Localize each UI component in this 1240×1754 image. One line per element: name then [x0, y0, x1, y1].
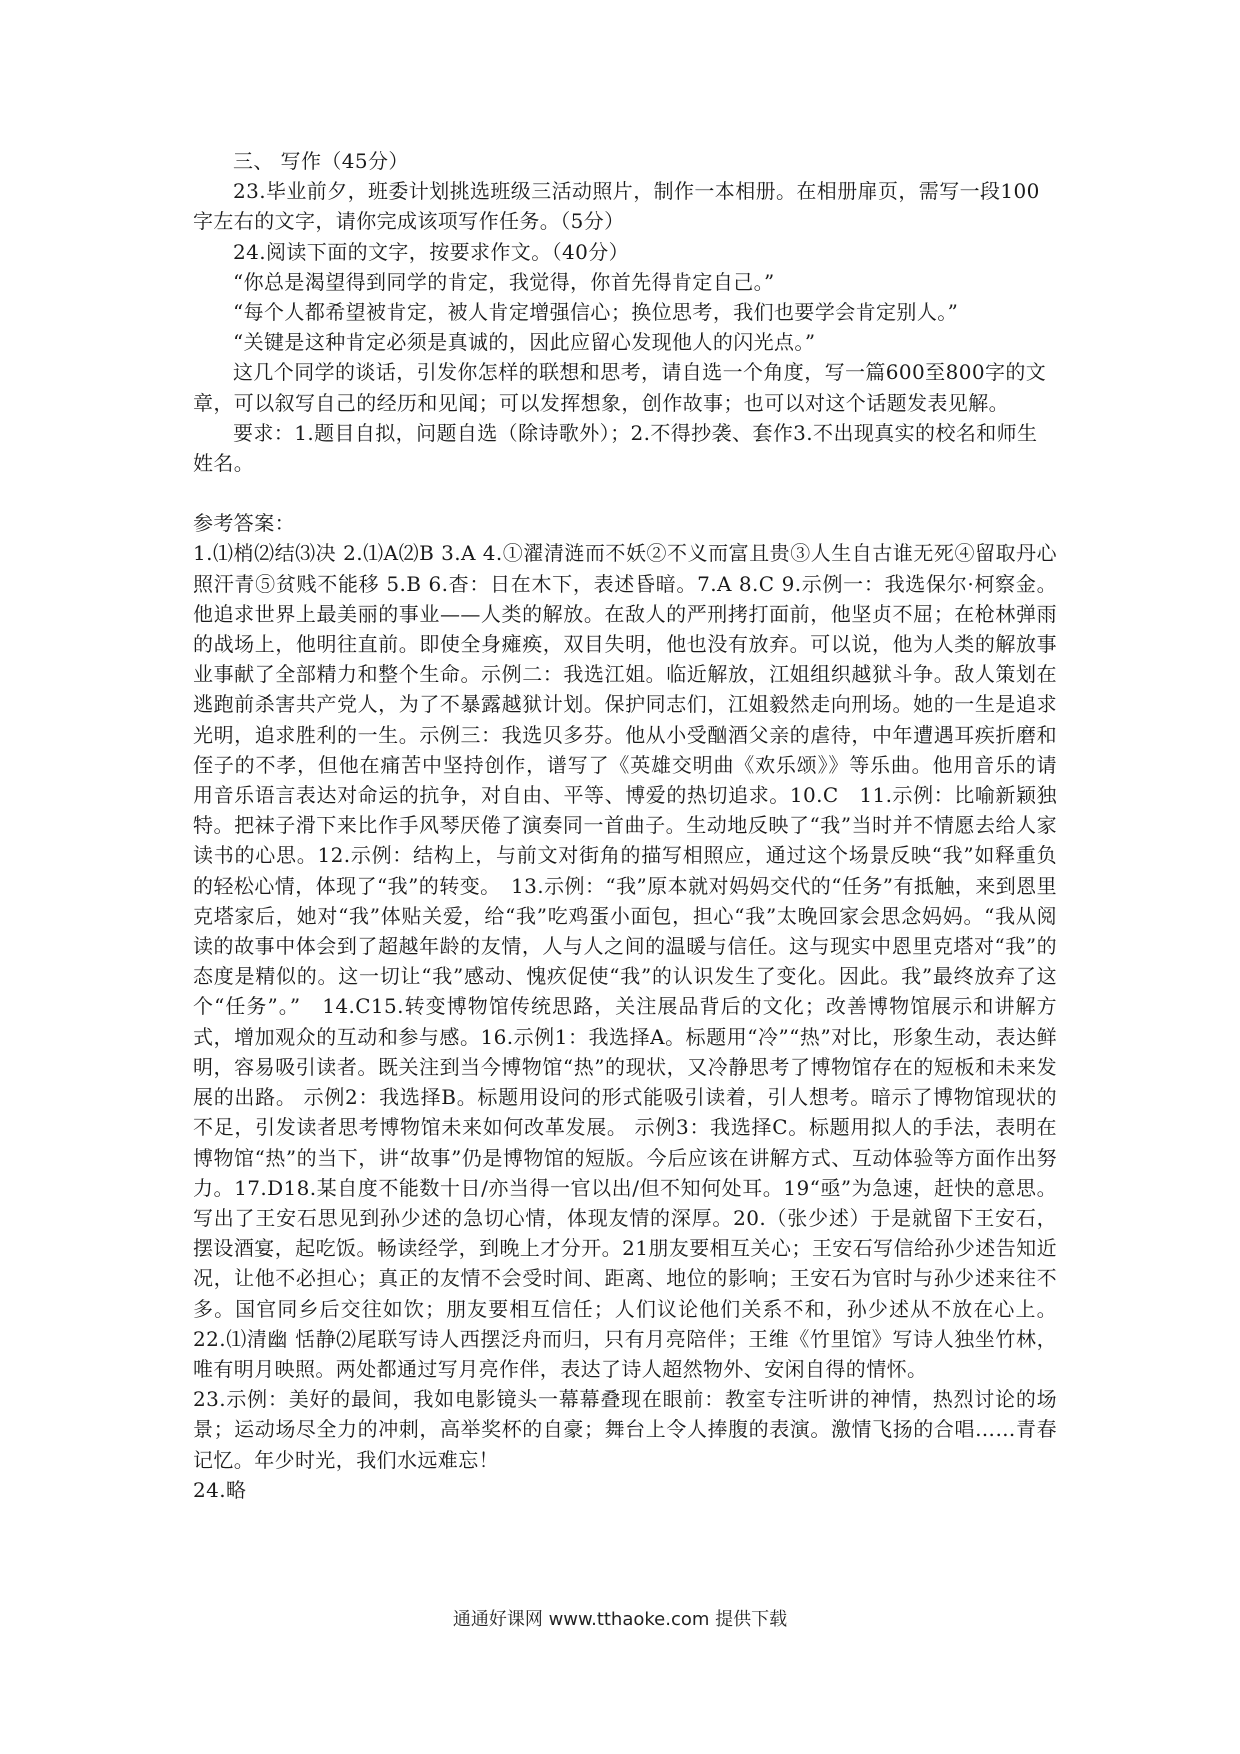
answer-24: 24.略 — [193, 1477, 247, 1502]
answer-23: 23.示例：美好的最间，我如电影镜头一幕幕叠现在眼前：教室专注听讲的神情，热烈讨论的场景；运动场尽全力的冲刺，高举奖杯的自豪；舞台上令人捧腹的表演。激情飞扬的合唱……青春记忆。年少时光，我们水远难忘！ — [193, 1387, 1057, 1472]
quote-3: “关键是这种肯定必须是真诚的，因此应留心发现他人的闪光点。” — [233, 330, 816, 355]
answer-key — [193, 508, 1057, 1505]
question-24: 24.阅读下面的文字，按要求作文。（40分） — [233, 239, 630, 264]
essay-requirements: 要求：1.题目自拟，问题自选（除诗歌外）；2.不得抄袭、套作3.不出现真实的校名和师生姓名。 — [193, 420, 1038, 476]
quote-2: “每个人都希望被肯定，被人肯定增强信心；换位思考，我们也要学会肯定别人。” — [233, 300, 959, 325]
quote-1: “你总是渴望得到同学的肯定，我觉得，你首先得肯定自己。” — [233, 269, 775, 294]
answer-key-heading: 参考答案： — [193, 511, 295, 536]
question-23: 23.毕业前夕，班委计划挑选班级三活动照片，制作一本相册。在相册扉页，需写一段100字左右的文字，请你完成该项写作任务。（5分） — [193, 179, 1040, 234]
answer-key-text: 1.⑴梢⑵结⑶决 2.⑴A⑵B 3.A 4.①濯清涟而不妖②不义而富且贵③人生自古谁无死④留取丹心照汗青⑤贫贱不能移 5.B 6.杳：日在木下，表述昏暗。7.A 8.C 9.示例一：我选保尔·柯察金。他追求世界上最美丽的事业——人类的解放。在敌人的严刑拷打面前，他坚贞不屈；在枪林弹雨的战场上，他明往直前。即使全身瘫痪，双目失明，他也没有放弃。可以说，他为人类的解放事业事献了全部精力和整个生命。示例二：我选江姐。临近解放，江姐组织越狱斗争。敌人策划在逃跑前杀害共产党人，为了不暴露越狱计划。保护同志们，江姐毅然走向刑场。她的一生是追求光明，追求胜利的一生。示例三：我选贝多芬。他从小受酗酒父亲的虐待，中年遭遇耳疾折磨和侄子的不孝，但他在痛苦中坚持创作，谱写了《英雄交明曲《欢乐颂》》等乐曲。他用音乐的请用音乐语言表达对命运的抗争，对自由、平等、博爱的热切追求。10.C 11.示例：比喻新颖独特。把袜子滑下来比作手风琴厌倦了演奏同一首曲子。生动地反映了“我”当时并不情愿去给人家读书的心思。12.示例：结构上，与前文对街角的描写相照应，通过这个场景反映“我”如释重负的轻松心情，体现了“我”的转变。 13.示例：“我”原本就对妈妈交代的“任务”有抵触，来到恩里克塔家后，她对“我”体贴关爱，给“我”吃鸡蛋小面包，担心“我”太晚回家会思念妈妈。“我从阅读的故事中体会到了超越年龄的友情，人与人之间的温暖与信任。这与现实中恩里克塔对“我”的态度是精似的。这一切让“我”感动、愧疚促使“我”的认识发生了变化。因此。我”最终放弃了这个“任务”。” 14.C15.转变博物馆传统思路，关注展品背后的文化；改善博物馆展示和讲解方式，增加观众的互动和参与感。16.示例1：我选择A。标题用“冷”“热”对比，形象生动，表达鲜明，容易吸引读者。既关注到当今博物馆“热”的现状，又冷静思考了博物馆存在的短板和未来发展的出路。 示例2：我选择B。标题用设问的形式能吸引读着，引人想考。暗示了博物馆现状的不足，引发读者思考博物馆未来如何改革发展。 示例3：我选择C。标题用拟人的手法，表明在博物馆“热”的当下，讲“故事”仍是博物馆的短版。今后应该在讲解方式、互动体验等方面作出努力。17.D18.某自度不能数十日/亦当得一官以出/但不知何处耳。19“亟”为急速，赶快的意思。写出了王安石思见到孙少述的急切心情，体现友情的深厚。20.（张少述）于是就留下王安石，摆设酒宴，起吃饭。畅读经学，到晚上才分开。21朋友要相互关心；王安石写信给孙少述告知近况，让他不必担心；真正的友情不会受时间、距离、地位的影响；王安石为官时与孙少述来往不多。国官同乡后交往如饮；朋友要相互信任；人们议论他们关系不和，孙少述从不放在心上。22.⑴清幽 恬静⑵尾联写诗人西摆泛舟而归，只有月亮陪伴；王维《竹里馆》写诗人独坐竹林，唯有明月映照。两处都通过写月亮作伴，表达了诗人超然物外、安闲自得的情怀。 — [193, 541, 1057, 1381]
writing-section-heading: 三、 写作（45分） — [233, 149, 409, 173]
essay-prompt: 这几个同学的谈话，引发你怎样的联想和思考，请自选一个角度，写一篇600至800字的文章，可以叙写自己的经历和见闻；可以发挥想象，创作故事；也可以对这个话题发表见解。 — [193, 360, 1047, 415]
page-footer: 通通好课网 www.tthaoke.com 提供下载 — [452, 1609, 788, 1630]
document-body — [193, 146, 1057, 1505]
